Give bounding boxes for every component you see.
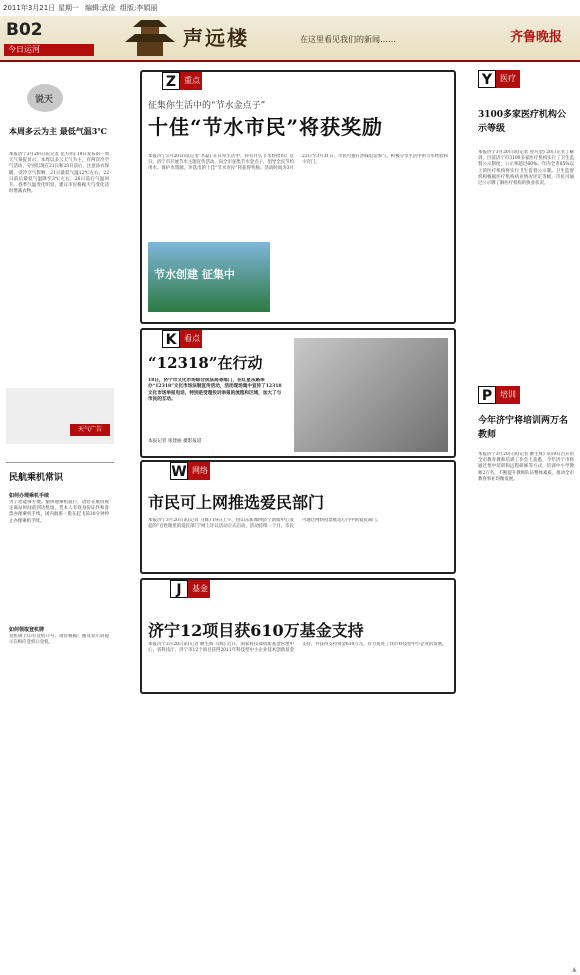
weather-tag: 说天 — [35, 95, 54, 105]
tag-w — [170, 462, 210, 480]
issue-date: 2011年3月21日 — [3, 4, 56, 12]
article-body: 本报济宁3月20日讯(记者 李磊) 在日常生活中，你有什么节水妙招吗？近日，济宁市开展节水主题宣传活动，向全市征集节水金点子，倡导全民节约用水、保护水资源。评选出的十佳“节水市民”将获得奖励。活动时间为3月21日至3月31日，市民可拨打热线电话参与，积极分享生活中的节水经验和小窍门。 — [148, 154, 448, 172]
tag-p — [478, 386, 520, 404]
guide-subhead-boarding: 如何领取登机牌 — [9, 627, 45, 633]
tag-j — [170, 580, 210, 598]
newspaper-logo: 齐鲁晚报 — [510, 30, 563, 45]
section-name: 今日运河 — [4, 44, 94, 56]
article-photo — [294, 338, 448, 452]
medical-headline: 3100多家医疗机构公示等级 — [478, 110, 567, 134]
training-article-body: 本报济宁3月20日讯(记者 姬生辉) 从19日召开的全市教育教师培训工作会上获悉，今年济宁市将通过集中培训和远程研修等方式，培训中小学教师2万名，不断提升教师队伍整体素质，推动全市教育事业均衡发展。 — [478, 452, 574, 482]
page-corner-mark: ▲ — [572, 966, 577, 973]
tag-letter: J — [170, 580, 188, 598]
photo-credit: 本报记者 张建丽 摄影报道 — [148, 439, 202, 444]
weather-article-body: 本报济宁3月20日讯(记者 范方伟) 19日发布的一周天气预报显示，本周以多云天气为主，有两次冷空气活动，分别出现在21日和23日前后，注意添衣保暖。受冷空气影响，21日最低气温12℃左右，22日前后最低气温降至3℃左右，26日前后气温回升。春季气温变化明显，建议市民根据天气变化适时增减衣物。 — [9, 152, 109, 195]
headline: 十佳“节水市民”将获奖励 — [148, 115, 384, 139]
tag-letter: P — [478, 386, 496, 404]
tag-label: 培训 — [500, 390, 516, 399]
article-box-j — [140, 578, 456, 694]
weather-tag-badge — [27, 84, 63, 112]
weather-headline: 本周多云为主 最低气温3℃ — [9, 126, 107, 136]
tag-label: 看点 — [184, 334, 200, 343]
article-box-k — [140, 328, 456, 458]
tag-letter: K — [162, 330, 180, 348]
weather-ad-image — [6, 388, 114, 444]
tower-illustration-icon — [115, 18, 185, 58]
issue-weekday: 星期一 — [58, 4, 79, 12]
page-number: B02 — [6, 20, 43, 40]
tag-label: 网络 — [192, 466, 208, 475]
guide-headline: 民航乘机常识 — [9, 473, 64, 483]
guide-text-boarding: 登机牌上印有登机口号，请您根据广播及显示屏提示在相应登机口登机。 — [9, 634, 109, 646]
tag-label: 基金 — [192, 584, 208, 593]
article-body: 本报济宁3月20日讯(记者 马辉) 19日上午，由山东新闻网济宁新闻中心发起的“百姓眼里的爱民部门”网上评议活动正式启动，活动持续一个月，市民可通过网络投票推选心目中的爱民部门。 — [148, 518, 382, 530]
editor-credit: 编辑:武俭 — [85, 4, 116, 12]
tag-letter: W — [171, 464, 187, 480]
tag-k — [162, 330, 202, 348]
top-info-bar — [0, 0, 580, 16]
article-body: 本报济宁3月20日讯(记者 姬生辉 马辉) 近日，国家科技部创新基金管理中心、省科技厅，济宁市12个项目获得2011年科技型中小企业技术创新基金支持，共获得支持资金610万元，有力促进了我市科技型中小企业的发展。 — [148, 642, 447, 654]
page-masthead — [0, 16, 580, 62]
layout-credit: 组版:李娟丽 — [120, 4, 158, 12]
medical-article-body: 本报济宁3月20日讯(记者 曾凡金) 20日记者了解到，目前济宁市3100多家医疗机构实行了卫生监督公示制度，公示率超过60%。年内全市85%以上的医疗机构将实行卫生监督公示制。卫生监督机构根据医疗机构执业情况评定等级，市民可通过公示牌了解医疗机构的执业状况。 — [478, 150, 574, 187]
headline: 济宁12项目获610万基金支持 — [148, 621, 364, 640]
headline: 市民可上网推选爱民部门 — [148, 493, 325, 512]
column-slogan: 在这里看见我们的新闻…… — [300, 35, 396, 44]
tag-label: 医疗 — [500, 74, 516, 83]
tag-y — [478, 70, 520, 88]
tag-z — [162, 72, 202, 90]
ad-label: 天气广告 — [70, 424, 110, 436]
training-headline: 今年济宁将培训两万名教师 — [478, 416, 569, 440]
article-photo — [148, 242, 270, 312]
left-divider — [6, 462, 114, 463]
photo-caption: 节水创建 征集中 — [154, 268, 235, 281]
kicker: 征集你生活中的“节水金点子” — [148, 101, 266, 111]
article-body: 18日，济宁市文化市场综合执法局等部门，在红星东路举办“12318”文化市场法制宣传活动，活动现场集中宣传了12318文化市场举报电话，特别是受理投诉举报的流程和区域，加大了与市民的互动。 — [148, 378, 282, 403]
article-box-w — [140, 460, 456, 574]
tag-letter: Z — [162, 72, 180, 90]
headline: “12318”在行动 — [148, 354, 263, 372]
column-title: 声远楼 — [183, 26, 249, 50]
tag-letter: Y — [478, 70, 496, 88]
guide-subhead-checkin: 如何办理乘机手续 — [9, 493, 50, 499]
article-box-z — [140, 70, 456, 324]
guide-text-checkin: 为了您能够方便、愉快地乘机旅行，请您在航班规定离站时间前到达机场，凭本人有效身份证件和客票办理乘机手续。国内航班一般在起飞前30分钟停止办理乘机手续。 — [9, 500, 109, 524]
tag-label: 重点 — [184, 76, 200, 85]
